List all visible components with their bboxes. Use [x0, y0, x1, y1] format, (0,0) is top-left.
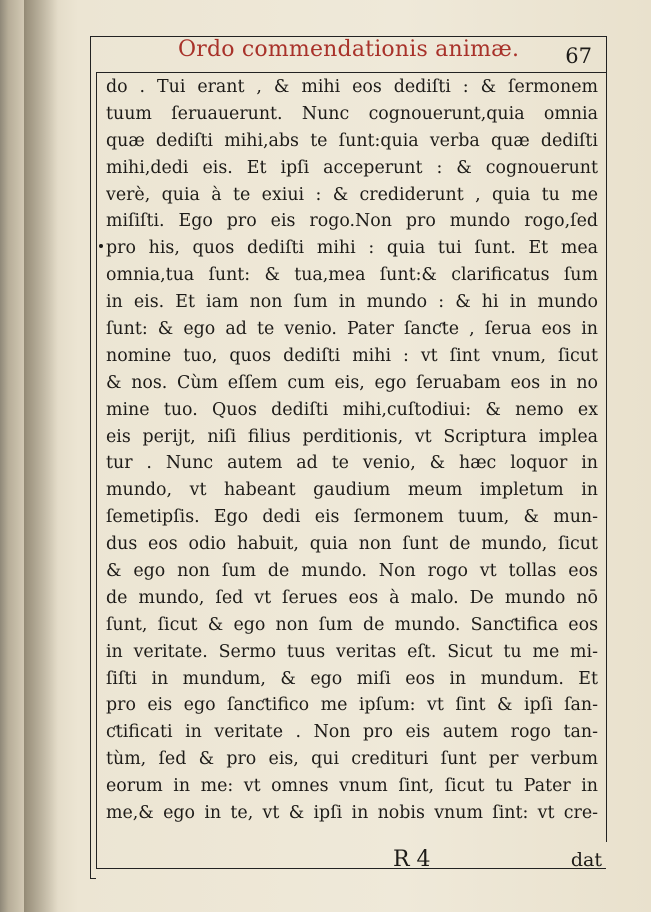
text-line: quæ dediſti mihi,abs te ſunt:quia verba quæ dediſti	[106, 130, 598, 151]
signature-mark: R 4	[393, 847, 431, 872]
text-line: omnia,tua ſunt: & tua,mea ſunt:& clarificatus ſum	[106, 265, 598, 286]
frame-rule-header	[96, 72, 606, 73]
text-line: pro eis ego ſanƈtifico me ipſum: vt ſint & ipſi ſan-	[106, 695, 598, 716]
text-line: ſemetipſis. Ego dedi eis ſermonem tuum, & mun-	[106, 507, 598, 528]
text-line: nomine tuo, quos dediſti mihi : vt ſint vnum, ſicut	[106, 345, 598, 366]
book-page	[28, 0, 651, 912]
text-line: me,& ego in te, vt & ipſi in nobis vnum ſint: vt cre-	[106, 803, 598, 824]
catchword: dat	[570, 849, 602, 871]
text-line: miſiſti. Ego pro eis rogo.Non pro mundo rogo,ſed	[106, 211, 598, 232]
text-line: ſunt: & ego ad te venio. Pater ſanƈte , ſerua eos in	[106, 319, 598, 340]
text-line: & nos. Cùm eſſem cum eis, ego ſeruabam eos in no	[106, 372, 598, 393]
text-line: mihi,dedi eis. Et ipſi acceperunt : & cognouerunt	[106, 157, 598, 178]
text-line: tuum ſeruauerunt. Nunc cognouerunt,quia omnia	[106, 103, 598, 124]
text-line: dus eos odio habuit, quia non ſunt de mundo, ſicut	[106, 534, 598, 555]
text-line: eorum in me: vt omnes vnum ſint, ſicut tu Pater in	[106, 776, 598, 797]
text-line: tur . Nunc autem ad te venio, & hæc loquor in	[106, 453, 598, 474]
gutter-shadow	[24, 0, 58, 912]
frame-rule-right	[606, 36, 607, 842]
text-line: mine tuo. Quos dediſti mihi,cuſtodiui: & nemo ex	[106, 399, 598, 420]
text-line: in eis. Et iam non ſum in mundo : & hi in mundo	[106, 292, 598, 313]
text-line: mundo, vt habeant gaudium meum impletum in	[106, 480, 598, 501]
text-line: do . Tui erant , & mihi eos dediſti : & ſermonem	[106, 77, 598, 97]
running-head: Ordo commendationis animæ.	[178, 37, 520, 62]
page-number: 67	[565, 44, 592, 68]
text-line: de mundo, ſed vt ſerues eos à malo. De mundo nō	[106, 587, 598, 608]
text-line: tùm, ſed & pro eis, qui credituri ſunt per verbum	[106, 749, 598, 770]
body-text	[106, 74, 598, 827]
frame-rule-left-inner	[96, 72, 97, 868]
text-line: eis perijt, niſi filius perditionis, vt Scriptura implea	[106, 426, 598, 447]
text-line: ƈtificati in veritate . Non pro eis autem rogo tan-	[106, 722, 598, 743]
text-line: in veritate. Sermo tuus veritas eſt. Sicut tu me mi-	[106, 641, 598, 662]
frame-rule-bottom	[96, 868, 606, 869]
frame-rule-left-outer	[90, 36, 91, 878]
text-line: & ego non ſum de mundo. Non rogo vt tollas eos	[106, 561, 598, 582]
margin-mark	[99, 244, 103, 248]
text-line: pro his, quos dediſti mihi : quia tui ſunt. Et mea	[106, 238, 598, 259]
text-line: verè, quia à te exiui : & crediderunt , quia tu me	[106, 184, 598, 205]
text-line: ſiſti in mundum, & ego miſi eos in mundum. Et	[106, 668, 598, 689]
frame-rule-bottom-corner	[90, 878, 96, 879]
text-line: ſunt, ſicut & ego non ſum de mundo. Sanƈtifica eos	[106, 614, 598, 635]
